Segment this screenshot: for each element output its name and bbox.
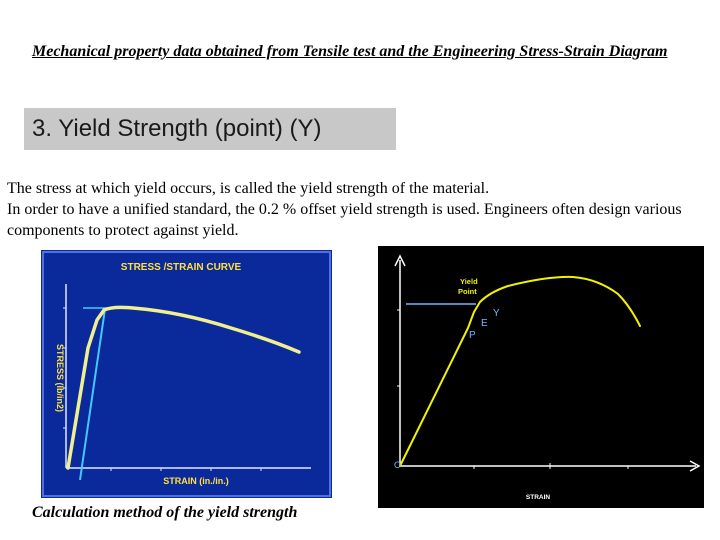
right-chart-label-e: E <box>481 318 488 329</box>
yield-point-chart-right <box>378 246 704 508</box>
figure-caption: Calculation method of the yield strength <box>32 504 298 521</box>
left-chart-x-label: STRAIN (in./in.) <box>163 476 229 486</box>
right-chart-label-p: P <box>469 330 476 341</box>
right-chart-label-origin: O <box>394 460 402 470</box>
right-chart-yield-point-label: Yield Point <box>458 277 478 296</box>
left-chart-title: STRESS /STRAIN CURVE <box>120 262 242 273</box>
right-chart-background <box>378 246 704 508</box>
stress-strain-chart-left <box>41 250 332 498</box>
body-line-2: In order to have a unified standard, the 0.2 % offset yield strength is used. Engineers often design various components to protect against yield. <box>7 201 682 239</box>
right-chart-label-y: Y <box>493 308 500 319</box>
body-paragraph <box>7 178 707 241</box>
page-title: Mechanical property data obtained from Tensile test and the Engineering Stress-Strain Diagram <box>32 43 668 60</box>
left-chart-y-label: STRESS (lb/in2) <box>55 343 65 413</box>
section-heading: 3. Yield Strength (point) (Y) <box>32 115 322 142</box>
body-line-1: The stress at which yield occurs, is called the yield strength of the material. <box>7 180 490 197</box>
right-chart-x-label: STRAIN <box>525 494 551 501</box>
section-heading-box <box>24 108 396 150</box>
